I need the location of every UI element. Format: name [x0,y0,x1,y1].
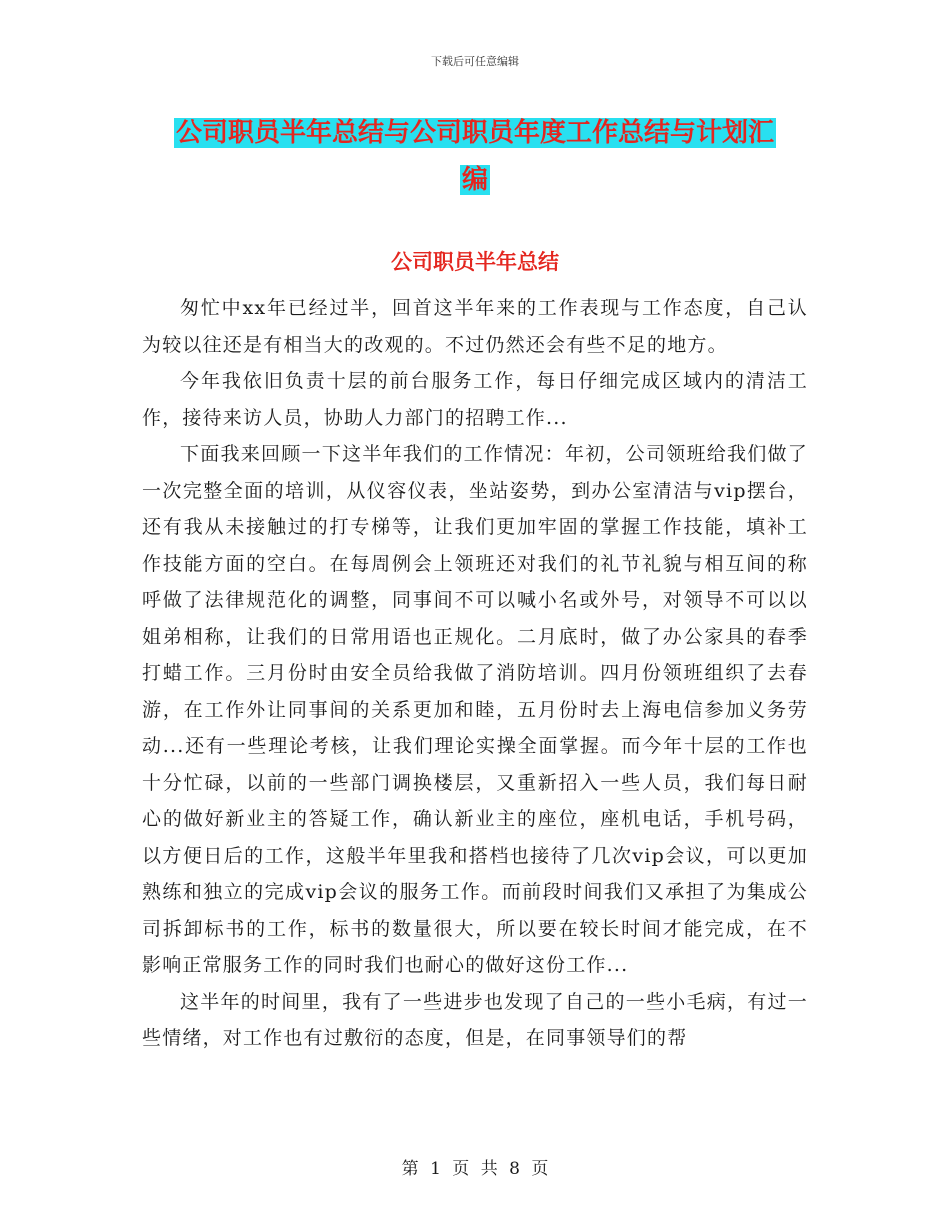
paragraph: 今年我依旧负责十层的前台服务工作，每日仔细完成区域内的清洁工作，接待来访人员，协助人力部门的招聘工作... [142,370,808,429]
section-title: 公司职员半年总结 [391,250,559,274]
paragraph: 这半年的时间里，我有了一些进步也发现了自己的一些小毛病，有过一些情绪，对工作也有过敷衍的态度，但是，在同事领导们的帮 [142,990,808,1049]
paragraph: 下面我来回顾一下这半年我们的工作情况：年初，公司领班给我们做了一次完整全面的培训，从仪容仪表，坐站姿势，到办公室清洁与vip摆台，还有我从未接触过的打专梯等，让我们更加牢固的掌握工作技能，填补工作技能方面的空白。在每周例会上领班还对我们的礼节礼貌与相互间的称呼做了法律规范化的调整，同事间不可以喊小名或外号，对领导不可以以姐弟相称，让我们的日常用语也正规化。二月底时，做了办公家具的春季打蜡工作。三月份时由安全员给我做了消防培训。四月份领班组织了去春游，在工作外让同事间的关系更加和睦，五月份时去上海电信参加义务劳动...还有一些理论考核，让我们理论实操全面掌握。而今年十层的工作也十分忙碌，以前的一些部门调换楼层，又重新招入一些人员，我们每日耐心的做好新业主的答疑工作，确认新业主的座位，座机电话，手机号码，以方便日后的工作，这般半年里我和搭档也接待了几次vip会议，可以更加熟练和独立的完成vip会议的服务工作。而前段时间我们又承担了为集成公司拆卸标书的工作，标书的数量很大，所以要在较长时间才能完成，在不影响正常服务工作的同时我们也耐心的做好这份工作... [142,443,808,976]
document-title [0,110,950,204]
header-note: 下载后可任意编辑 [431,55,519,68]
document-title-line-1: 公司职员半年总结与公司职员年度工作总结与计划汇 [175,118,774,148]
document-title-line-2: 编 [461,165,488,195]
paragraph: 匆忙中xx年已经过半，回首这半年来的工作表现与工作态度，自己认为较以往还是有相当大的改观的。不过仍然还会有些不足的地方。 [142,297,808,356]
body-text [142,290,808,1057]
page-footer: 第 1 页 共 8 页 [401,1159,549,1179]
